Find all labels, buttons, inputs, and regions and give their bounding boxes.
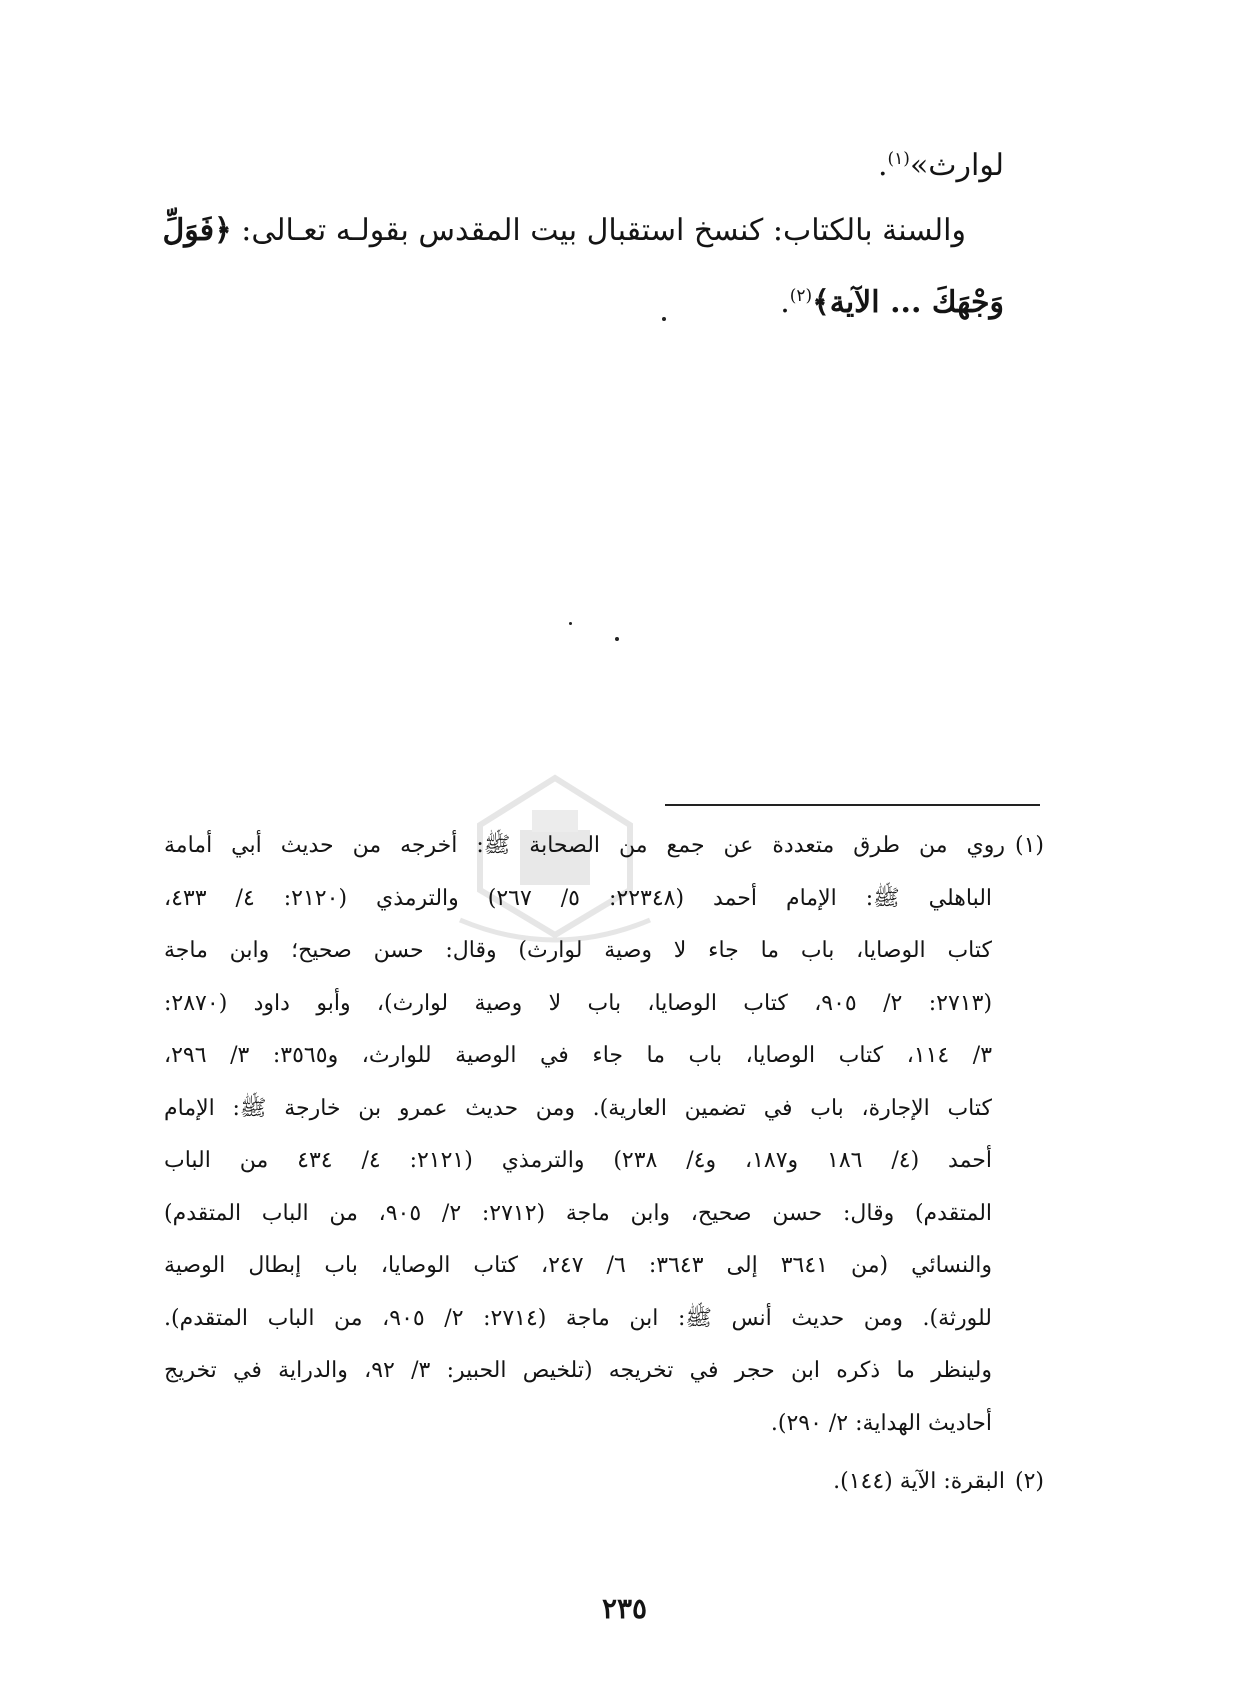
period: . (780, 285, 790, 320)
footnote-ref-2[interactable]: (٢) (789, 286, 813, 306)
footnote-ref-1[interactable]: (١) (887, 149, 910, 169)
scan-speck (662, 317, 666, 321)
scan-speck (615, 637, 619, 641)
body-paragraph-2 (124, 195, 1004, 339)
footnote-1-line: للورثة). ومن حديث أنس ﷺ: ابن ماجة (٢٧١٤: ٢/ ٩٠٥، من الباب المتقدم). (164, 1305, 992, 1331)
footnote-1-line: أحاديث الهداية: ٢/ ٢٩٠). (770, 1410, 992, 1436)
quran-verse-end: وَجْهَكَ ... الآية﴾ (812, 285, 1004, 320)
period: . (877, 148, 888, 183)
footnote-1-line: ولينظر ما ذكره ابن حجر في تخريجه (تلخيص الحبير: ٣/ ٩٢، والدراية في تخريج (164, 1358, 992, 1383)
footnote-1-line: (١)روي من طرق متعددة عن جمع من الصحابة ﷺ: أخرجه من حديث أبي أمامة (164, 833, 1044, 858)
footnote-1-line: الباهلي ﷺ: الإمام أحمد (٢٢٣٤٨: ٥/ ٢٦٧) والترمذي (٢١٢٠: ٤/ ٤٣٣، (164, 885, 993, 911)
footnote-1-line: المتقدم) وقال: حسن صحيح، وابن ماجة (٢٧١٢: ٢/ ٩٠٥، من الباب المتقدم) (164, 1200, 993, 1226)
footnote-1-line: (٢٧١٣: ٢/ ٩٠٥، كتاب الوصايا، باب لا وصية لوارث)، وأبو داود (٢٨٧٠: (164, 990, 993, 1016)
body-line-2 (124, 195, 1004, 267)
footnote-1-line: كتاب الإجارة، باب في تضمين العارية). ومن حديث عمرو بن خارجة ﷺ: الإمام (164, 1095, 992, 1121)
footnote-1-line: ٣/ ١١٤، كتاب الوصايا، باب ما جاء في الوصية للوارث، و٣٥٦٥: ٣/ ٢٩٦، (164, 1043, 993, 1068)
footnote-1-line: والنسائي (من ٣٦٤١ إلى ٣٦٤٣: ٦/ ٢٤٧، كتاب الوصايا، باب إبطال الوصية (164, 1253, 993, 1278)
page-number: ٢٣٥ (601, 1592, 648, 1625)
scan-speck (569, 622, 572, 625)
footnote-2-marker: (٢) (1014, 1469, 1044, 1494)
footnotes (164, 820, 1044, 1509)
footnote-2-line: (٢)البقرة: الآية (١٤٤). (833, 1469, 1044, 1494)
quran-verse-start: ﴿فَوَلِّ (162, 213, 232, 248)
footnote-separator (665, 804, 1040, 806)
footnote-1-line: أحمد (٤/ ١٨٦ و١٨٧، و٤/ ٢٣٨) والترمذي (٢١٢١: ٤/ ٤٣٤ من الباب (164, 1148, 993, 1173)
body-text: والسنة بالكتاب: كنسخ استقبال بيت المقدس بقولـه تعـالى: (231, 213, 966, 248)
body-line-1 (124, 130, 1004, 202)
footnote-1-line: كتاب الوصايا، باب ما جاء لا وصية لوارث) وقال: حسن صحيح؛ وابن ماجة (164, 938, 992, 963)
footnote-1-marker: (١) (1014, 833, 1044, 858)
body-line-3 (124, 267, 1004, 339)
body-text: لوارث» (909, 148, 1004, 183)
